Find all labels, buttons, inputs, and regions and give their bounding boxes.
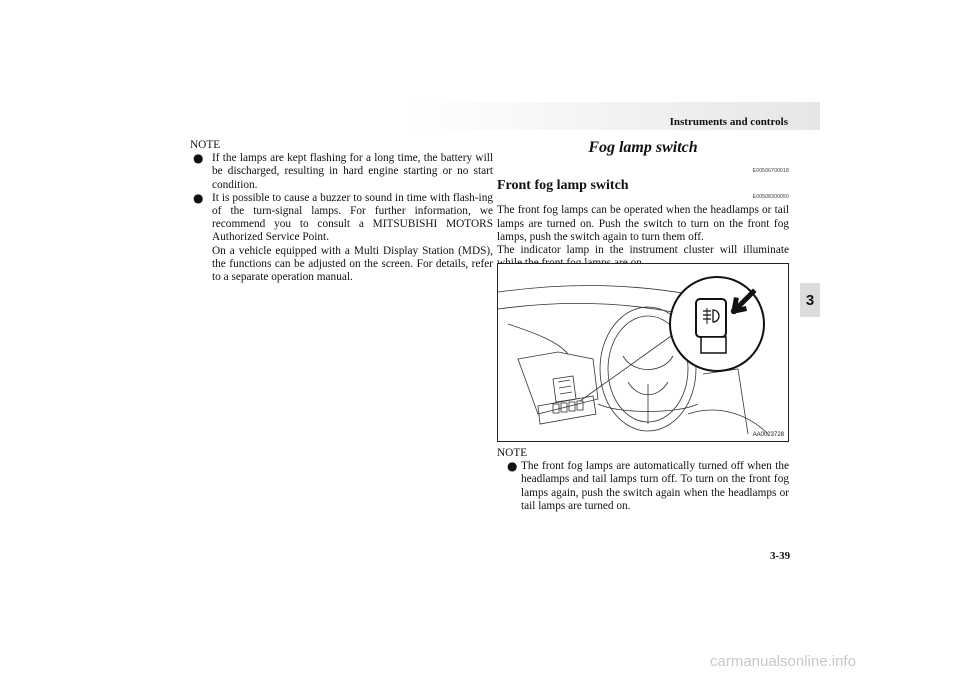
note-text: It is possible to cause a buzzer to sound in time with flash-ing of the turn-signal lamps. For further information, we recommend you to consult a MITSUBISHI MOTORS Authorized Service Point.	[212, 191, 493, 244]
section-code: E00506700018	[752, 168, 789, 174]
note-text: If the lamps are kept flashing for a long time, the battery will be discharged, resulting in hard engine starting or no start condition.	[212, 152, 493, 191]
note-continuation: On a vehicle equipped with a Multi Display Station (MDS), the functions can be adjusted on the screen. For details, refer to a separate operation manual.	[212, 244, 493, 284]
note-bullet	[190, 192, 493, 284]
right-note	[497, 447, 789, 513]
page-number: 3-39	[770, 550, 791, 562]
body-paragraph: The front fog lamps can be operated when the headlamps or tail lamps are turned on. Push the switch to turn on the front fog lamps, push the switch again to turn them off.	[497, 204, 789, 243]
watermark[interactable]: carmanualsonline.info	[710, 653, 856, 670]
left-column	[190, 139, 493, 284]
note-bullet	[190, 152, 493, 192]
note-label: NOTE	[497, 447, 528, 459]
fog-switch-figure	[497, 263, 789, 442]
running-header: Instruments and controls	[669, 116, 788, 128]
subheading-code: E00508300050	[752, 194, 789, 201]
section-title: Fog lamp switch	[588, 139, 698, 156]
note-label: NOTE	[190, 139, 221, 151]
right-column	[497, 139, 789, 270]
dashboard-illustration	[498, 264, 788, 441]
bullet-icon: ●	[193, 151, 204, 166]
note-text: The front fog lamps are automatically turned off when the headlamps and tail lamps turn off. To turn on the front fog lamps again, push the switch again when the headlamps or tail lamps are turned on.	[521, 460, 789, 512]
figure-code: AA0023728	[752, 432, 784, 438]
bullet-icon: ●	[507, 459, 518, 474]
chapter-tab[interactable]: 3	[800, 283, 820, 317]
note-bullet	[497, 460, 789, 513]
fog-lamp-icon	[696, 299, 726, 353]
bullet-icon: ●	[193, 190, 204, 205]
subheading: Front fog lamp switch	[497, 178, 629, 194]
body-paragraph: The indicator lamp in the instrument cluster will illuminate	[497, 244, 789, 257]
